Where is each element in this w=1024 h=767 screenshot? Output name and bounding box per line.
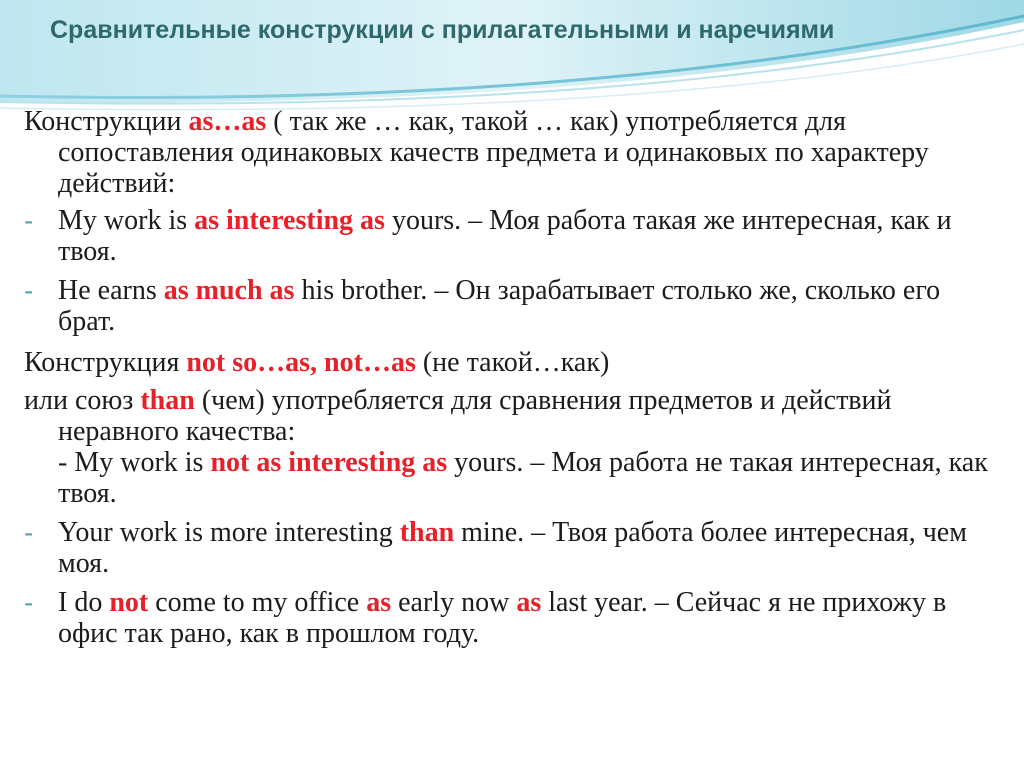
bullet-dash: - [24, 205, 34, 236]
bullet-dash: - [24, 275, 34, 306]
highlighted-keyword: than [399, 517, 455, 548]
slide-body [24, 106, 1004, 649]
highlighted-keyword: as [366, 587, 392, 618]
text-segment: Конструкция [24, 347, 187, 378]
text-segment: или союз [24, 385, 141, 416]
text-segment: - My work is [58, 447, 211, 478]
text-segment: ( так же … как, такой … как) употребляется для сопоставления одинаковых качеств предмета и одинаковых по характеру действий: [58, 106, 929, 199]
highlighted-keyword: as…as [188, 106, 267, 137]
example-item [24, 205, 1004, 267]
example-item [24, 447, 1004, 509]
highlighted-keyword: not as interesting as [210, 447, 448, 478]
bullet-dash: - [24, 587, 34, 618]
text-segment: I do [58, 587, 110, 618]
text-segment: his brother. – Он зарабатывает столько же, сколько его брат. [58, 275, 941, 337]
text-segment: early now [391, 587, 517, 618]
text-segment: mine. – Твоя работа более интересная, чем моя. [58, 517, 967, 579]
highlighted-keyword: not [109, 587, 149, 618]
text-segment: Конструкции [24, 106, 189, 137]
text-segment: (не такой…как) [415, 347, 610, 378]
example-item [24, 517, 1004, 579]
example-item [24, 275, 1004, 337]
highlighted-keyword: as much as [163, 275, 295, 306]
bullet-dash: - [24, 517, 34, 548]
text-segment: My work is [58, 205, 195, 236]
highlighted-keyword: as [516, 587, 542, 618]
highlighted-keyword: not so…as, not…as [186, 347, 416, 378]
rule-as-as [24, 106, 1004, 199]
highlighted-keyword: as interesting as [194, 205, 385, 236]
rule-not-so-as [24, 347, 1004, 378]
text-segment: Your work is more interesting [58, 517, 400, 548]
rule-than [24, 385, 1004, 447]
highlighted-keyword: than [140, 385, 195, 416]
text-segment: come to my office [148, 587, 367, 618]
text-segment: yours. – Моя работа не такая интересная, как твоя. [58, 447, 988, 509]
example-item [24, 587, 1004, 649]
slide-title: Сравнительные конструкции с прилагательными и наречиями [50, 16, 835, 44]
text-segment: He earns [58, 275, 164, 306]
text-segment: (чем) употребляется для сравнения предметов и действий неравного качества: [58, 385, 892, 447]
text-segment: last year. – Сейчас я не прихожу в офис так рано, как в прошлом году. [58, 587, 947, 649]
text-segment: yours. – Моя работа такая же интересная, как и твоя. [58, 205, 952, 267]
